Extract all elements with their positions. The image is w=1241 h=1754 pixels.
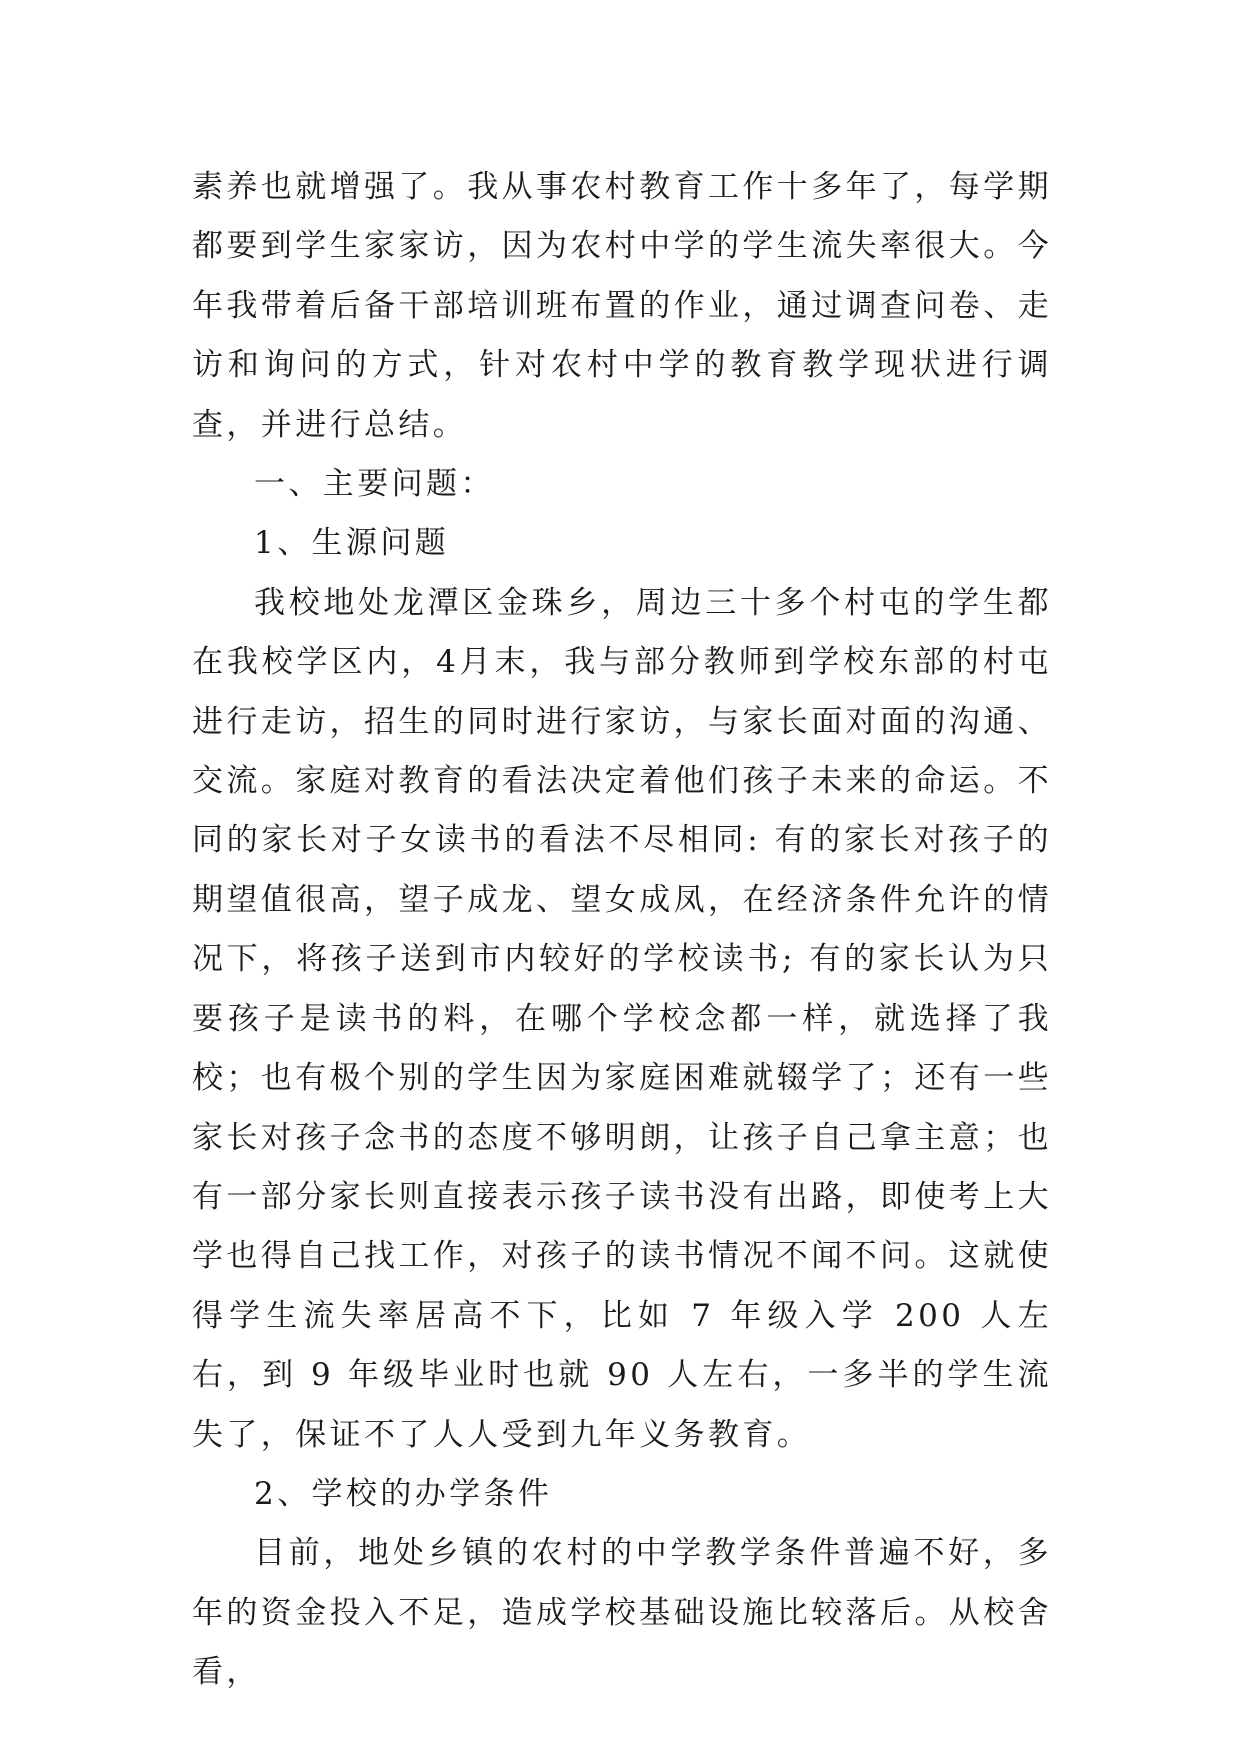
section-heading-main-problems: 一、主要问题：	[254, 466, 495, 503]
subheading-school-conditions: 2、学校的办学条件	[254, 1475, 553, 1512]
subheading-student-source: 1、生源问题	[254, 525, 450, 562]
paragraph-continuation: 素养也就增强了。我从事农村教育工作十多年了，每学期都要到学生家家访，因为农村中学的学生流失率很大。今年我带着后备干部培训班布置的作业，通过调查问卷、走访和询问的方式，针对农村中学的教育教学现状进行调查，并进行总结。	[192, 169, 1052, 443]
paragraph-school-conditions: 目前，地处乡镇的农村的中学教学条件普遍不好，多年的资金投入不足，造成学校基础设施比较落后。从校舍看，	[192, 1535, 1052, 1691]
paragraph-student-source: 我校地处龙潭区金珠乡，周边三十多个村屯的学生都在我校学区内，4月末，我与部分教师到学校东部的村屯进行走访，招生的同时进行家访，与家长面对面的沟通、交流。家庭对教育的看法决定着他们孩子未来的命运。不同的家长对子女读书的看法不尽相同: 有的家长对孩子的期望值很高，望子成龙、望女成凤，在经济条件允许的情况下，将孩子送到市内较好的学校读书; 有的家长认为只要孩子是读书的料，在哪个学校念都一样，就选择了我校；也有极个别的学生因为家庭困难就辍学了；还有一些家长对孩子念书的态度不够明朗，让孩子自己拿主意；也有一部分家长则直接表示孩子读书没有出路，即使考上大学也得自己找工作，对孩子的读书情况不闻不问。这就使得学生流失率居高不下，比如 7 年级入学 200 人左右，到 9 年级毕业时也就 90 人左右，一多半的学生流失了，保证不了人人受到九年义务教育。	[192, 584, 1052, 1453]
document-body	[192, 158, 1052, 1703]
